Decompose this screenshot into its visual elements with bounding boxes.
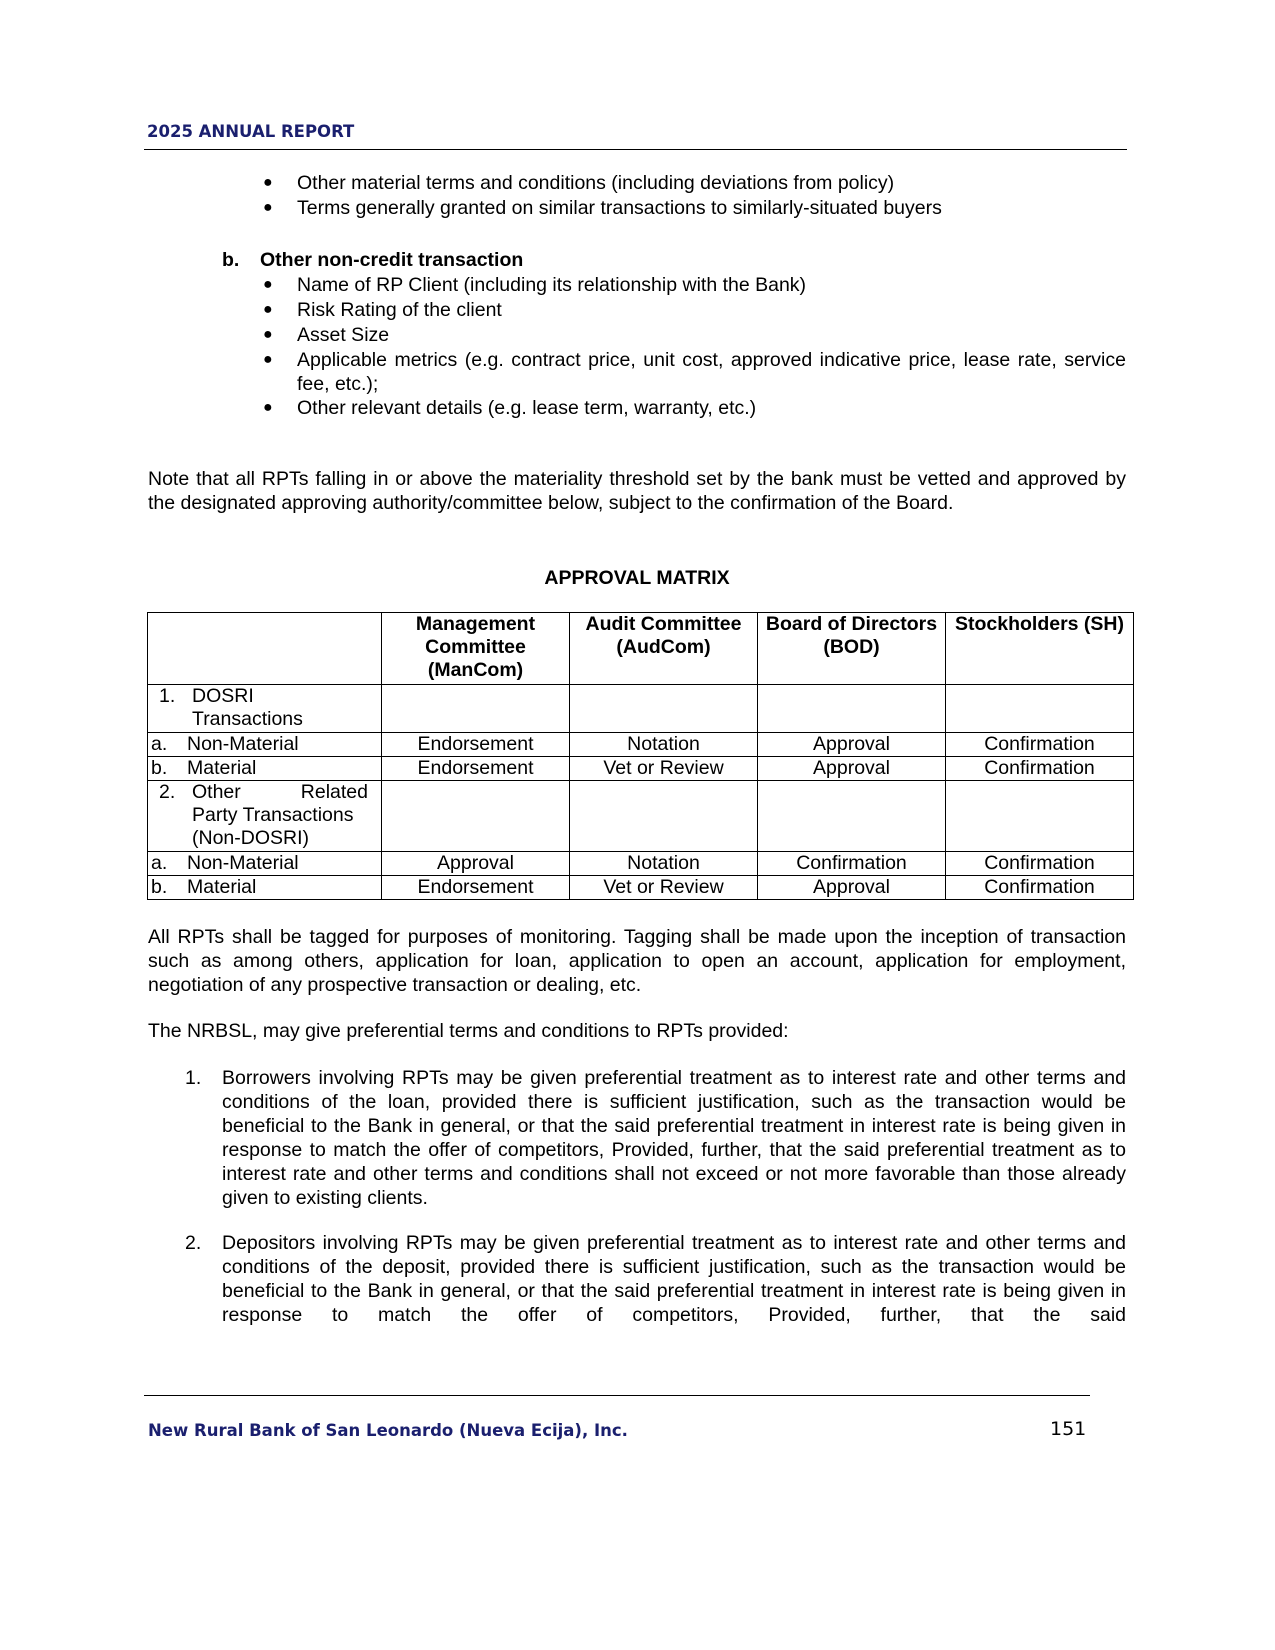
bullet-icon: ● [263,399,273,416]
table-cell: Approval [758,757,946,781]
category-row [148,685,1134,733]
table-row [148,852,1134,876]
table-cell [382,781,570,852]
row-label-text: Non-Material [187,852,299,874]
row-label [148,876,382,900]
table-cell: Endorsement [382,733,570,757]
table-cell [946,781,1134,852]
table-cell [946,685,1134,733]
footer-divider [144,1395,1090,1396]
list-item: Terms generally granted on similar transactions to similarly-situated buyers [297,197,942,219]
category-label-word: Related [300,781,368,803]
table-cell [382,685,570,733]
table-cell: Endorsement [382,757,570,781]
table-cell: Approval [758,733,946,757]
category-label-cell [148,685,382,733]
header-cell: Management Committee (ManCom) [382,613,570,685]
preferential-intro: The NRBSL, may give preferential terms and conditions to RPTs provided: [148,1020,789,1042]
row-letter: a. [151,733,168,755]
table-cell: Notation [570,733,758,757]
bullet-icon: ● [263,301,273,318]
category-row [148,781,1134,852]
row-label [148,733,382,757]
list-item: Depositors involving RPTs may be given preferential treatment as to interest rate and other terms and conditions of the deposit, provided there is sufficient justification, such as the transaction would be beneficial to the Bank in general, or that the said preferential treatment in interest rate is being given in response to match the offer of competitors, Provided, further, that the said [222,1232,1126,1326]
category-label-rest: Party Transactions (Non-DOSRI) [192,804,354,849]
item-number: 2. [185,1232,202,1254]
row-label [148,852,382,876]
table-cell: Approval [758,876,946,900]
list-item: Borrowers involving RPTs may be given preferential treatment as to interest rate and other terms and conditions of the loan, provided there is sufficient justification, such as the transaction would be beneficial to the Bank in general, or that the said preferential treatment in interest rate is being given in response to match the offer of competitors, Provided, further, that the said preferential treatment as to interest rate and other terms and conditions shall not exceed or not more favorable than those already given to existing clients. [222,1067,1126,1209]
bank-name: New Rural Bank of San Leonardo (Nueva Ecija), Inc. [148,1421,628,1440]
note-paragraph: Note that all RPTs falling in or above the materiality threshold set by the bank must be vetted and approved by the designated approving authority/committee below, subject to the confirmation of the Board. [148,468,1126,514]
table-cell [570,685,758,733]
bullet-icon: ● [263,326,273,343]
report-title: 2025 ANNUAL REPORT [147,122,355,141]
approval-matrix-table [147,612,1134,900]
category-number: 2. [159,781,176,803]
row-letter: b. [151,757,168,779]
table-cell [570,781,758,852]
table-header-row [148,613,1134,685]
list-item: Other relevant details (e.g. lease term, warranty, etc.) [297,397,757,419]
header-cell: Audit Committee (AudCom) [570,613,758,685]
list-item: Name of RP Client (including its relationship with the Bank) [297,274,807,296]
section-b-heading [222,248,523,272]
list-item: Asset Size [297,324,390,346]
table-row [148,876,1134,900]
table-cell: Vet or Review [570,876,758,900]
row-label-text: Material [187,757,257,779]
approval-matrix-title: APPROVAL MATRIX [544,567,730,589]
section-letter: b. [222,249,240,271]
header-cell: Stockholders (SH) [946,613,1134,685]
row-letter: b. [151,876,168,898]
list-item: Other material terms and conditions (including deviations from policy) [297,172,895,194]
table-cell: Confirmation [946,876,1134,900]
row-label-text: Material [187,876,257,898]
table-cell: Confirmation [758,852,946,876]
table-cell: Confirmation [946,757,1134,781]
tagging-paragraph: All RPTs shall be tagged for purposes of monitoring. Tagging shall be made upon the inception of transaction such as among others, application for loan, application to open an account, application for employment, negotiation of any prospective transaction or dealing, etc. [148,926,1126,996]
table-cell: Endorsement [382,876,570,900]
row-label [148,757,382,781]
table-cell [758,685,946,733]
bullet-icon: ● [263,276,273,293]
table-cell [758,781,946,852]
list-item: Applicable metrics (e.g. contract price, unit cost, approved indicative price, lease rate, service fee, etc.); [297,349,1126,395]
bullet-icon: ● [263,199,273,216]
table-row [148,733,1134,757]
category-label [192,781,368,850]
table-cell: Notation [570,852,758,876]
table-cell: Confirmation [946,852,1134,876]
header-divider [144,149,1127,150]
category-label-cell [148,781,382,852]
header-cell-empty [148,613,382,685]
row-letter: a. [151,852,168,874]
page-number: 151 [1050,1418,1087,1440]
row-label-text: Non-Material [187,733,299,755]
bullet-icon: ● [263,174,273,191]
bullet-icon: ● [263,351,273,368]
table-cell: Vet or Review [570,757,758,781]
table-row [148,757,1134,781]
item-number: 1. [185,1067,202,1089]
section-title: Other non-credit transaction [260,249,524,271]
header-cell: Board of Directors (BOD) [758,613,946,685]
table-cell: Confirmation [946,733,1134,757]
category-label-word: Other [192,781,241,803]
list-item: Risk Rating of the client [297,299,502,321]
table-cell: Approval [382,852,570,876]
category-number: 1. [159,685,176,707]
category-label: DOSRI Transactions [192,685,303,730]
